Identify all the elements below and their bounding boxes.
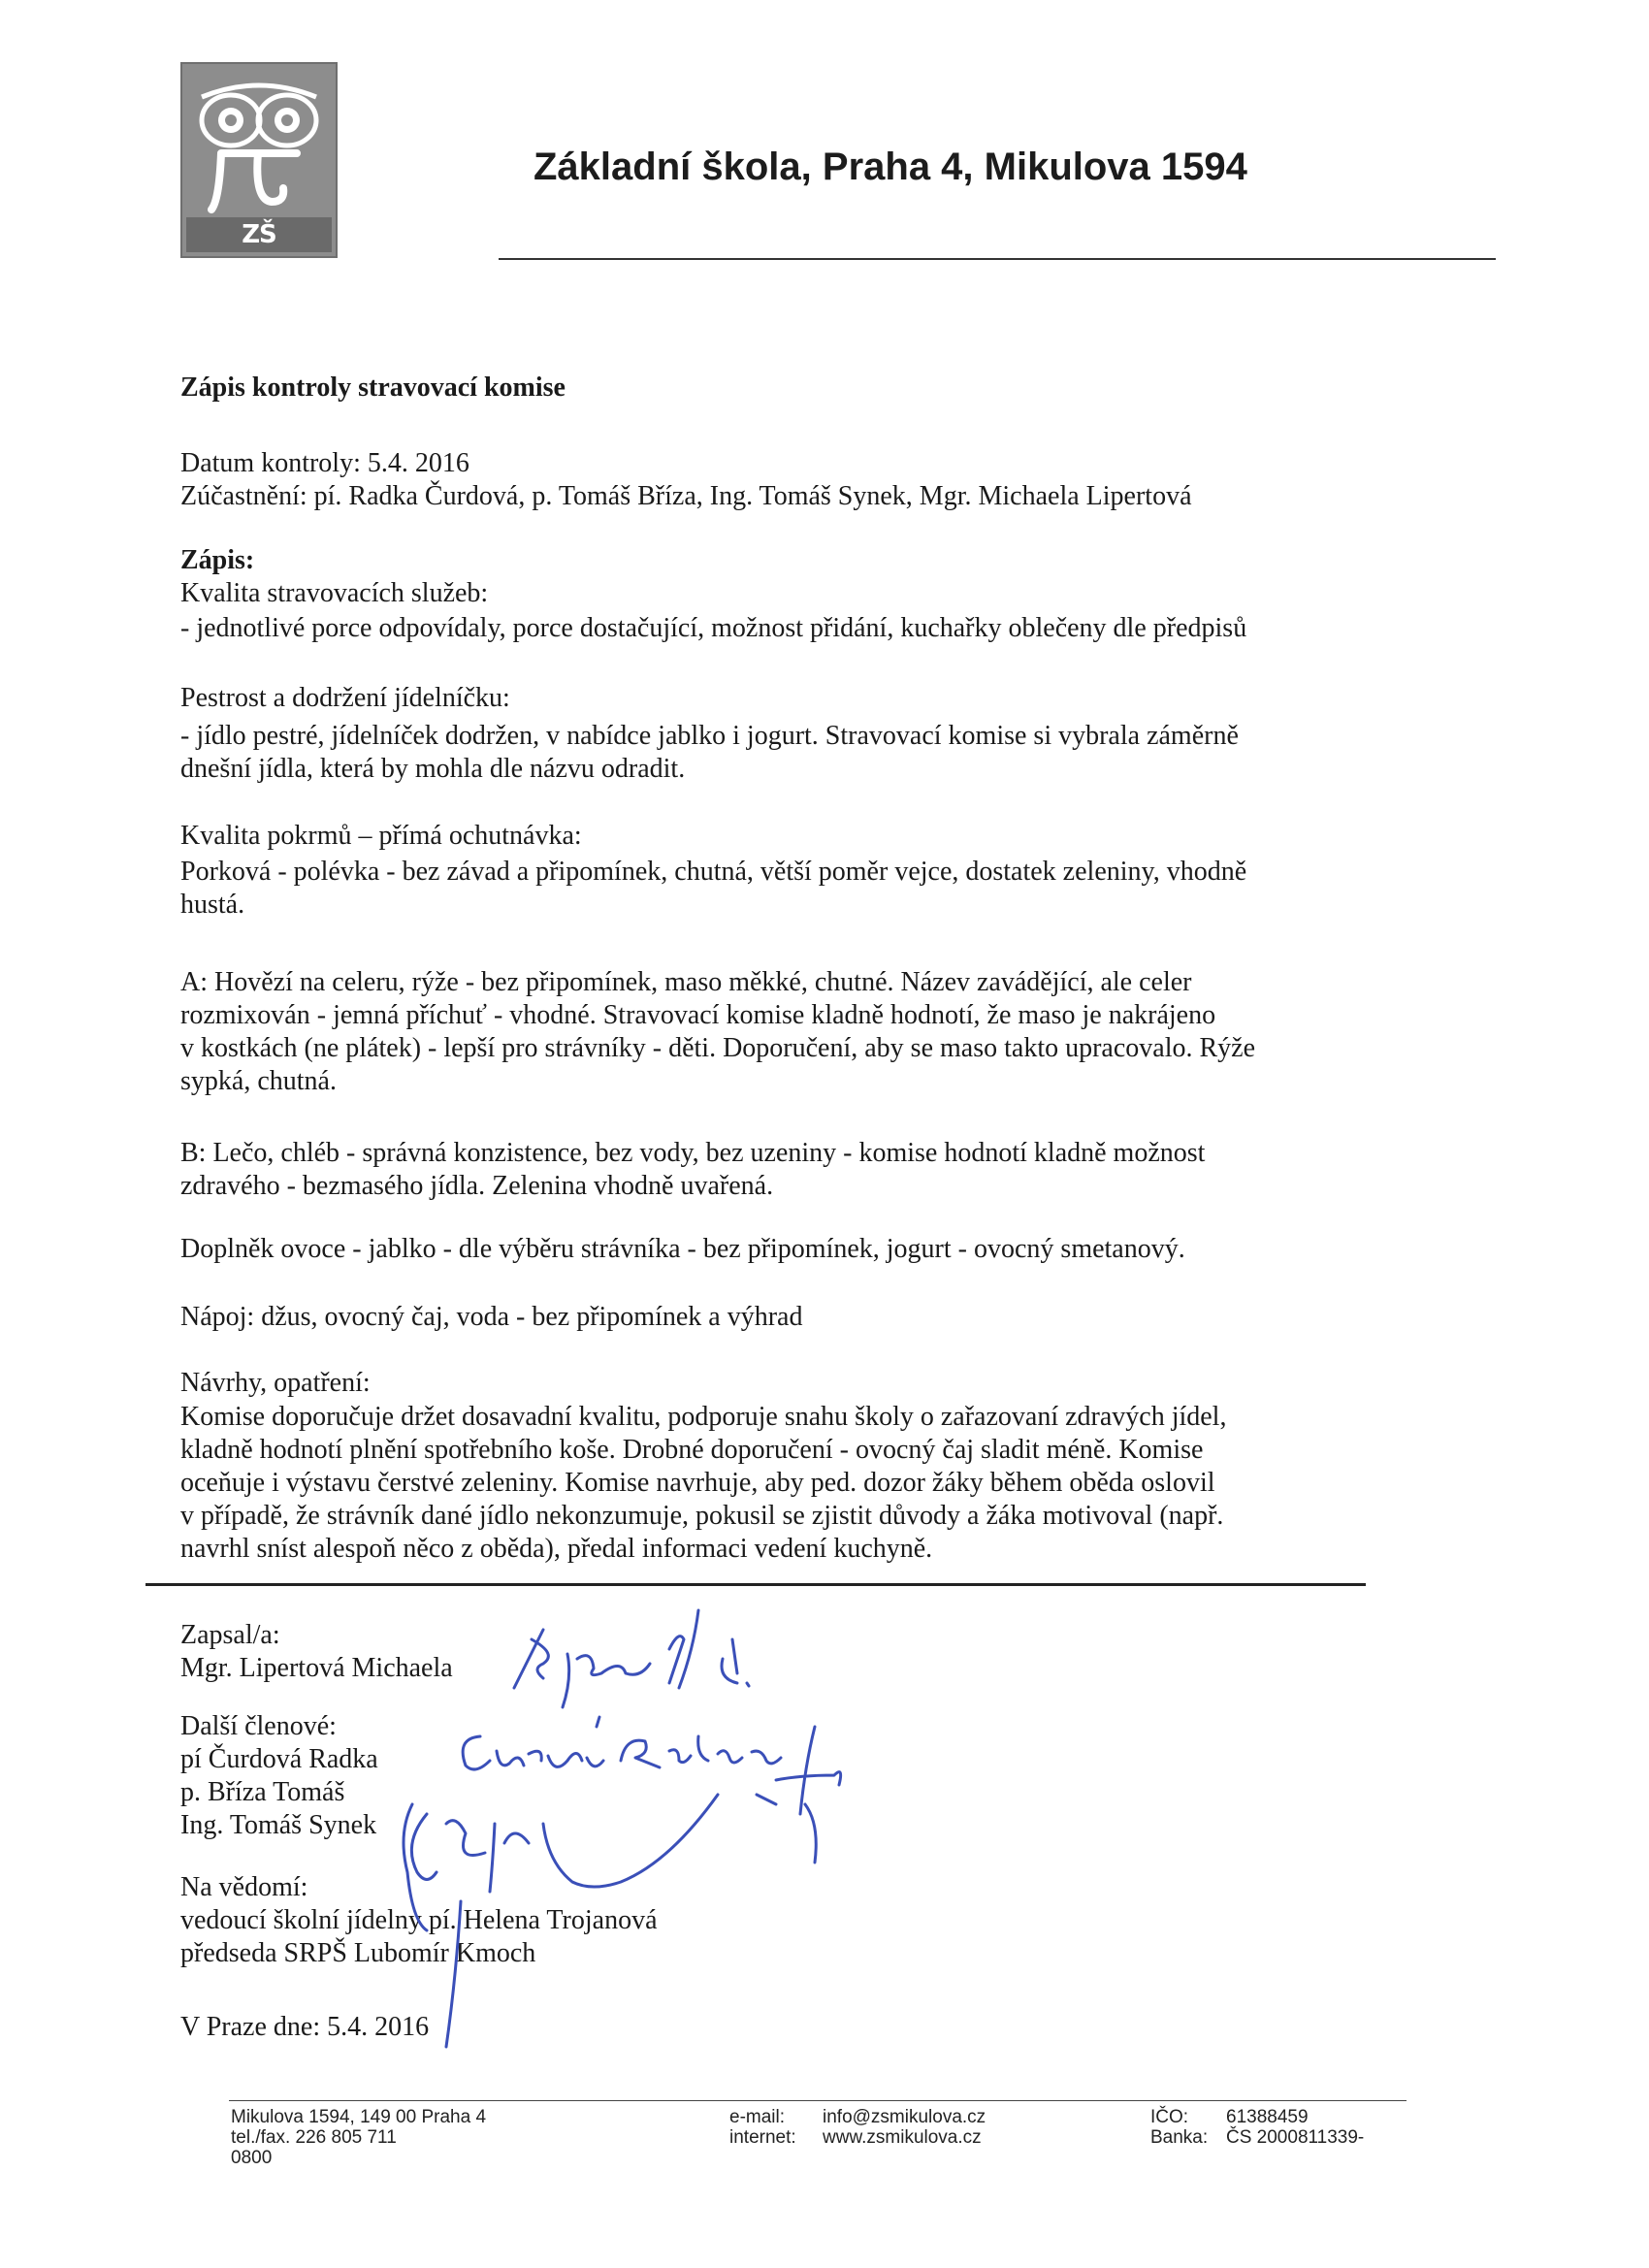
meal-b-line: zdravého - bezmasého jídla. Zelenina vhodně uvařená.	[180, 1171, 774, 1201]
date-line: Datum kontroly: 5.4. 2016	[180, 448, 469, 478]
proposals-heading: Návrhy, opatření:	[180, 1368, 371, 1398]
footer-ids-values	[1226, 2107, 1364, 2148]
soup-paragraph	[180, 856, 1364, 922]
meal-a-line: v kostkách (ne plátek) - lepší pro strávníky - děti. Doporučení, aby se maso takto upracovalo. Rýže	[180, 1033, 1256, 1063]
variety-line: dnešní jídla, která by mohla dle názvu odradit.	[180, 754, 686, 784]
proposals-paragraph	[180, 1401, 1364, 1566]
ico-label: IČO:	[1150, 2107, 1189, 2127]
owl-logo-icon	[182, 64, 336, 219]
proposals-line: oceňuje i výstavu čerstvé zeleniny. Komise navrhuje, aby ped. dozor žáky během oběda oslovil	[180, 1468, 1215, 1498]
website-link[interactable]: www.zsmikulova.cz	[823, 2127, 982, 2148]
bank-label: Banka:	[1150, 2127, 1209, 2148]
ico-value: 61388459	[1226, 2107, 1309, 2127]
zapis-heading: Zápis:	[180, 545, 255, 575]
proposals-line: v případě, že strávník dané jídlo nekonzumuje, pokusil se zjistit důvody a žáka motivoval (např.	[180, 1501, 1224, 1531]
quality-text: - jednotlivé porce odpovídaly, porce dostačující, možnost přidání, kuchařky oblečeny dle předpisů	[180, 613, 1247, 643]
footer-contact-labels	[729, 2107, 796, 2148]
internet-label: internet:	[729, 2127, 796, 2148]
noted-line: předseda SRPŠ Lubomír Kmoch	[180, 1938, 536, 1968]
member-name: pí Čurdová Radka	[180, 1744, 378, 1774]
footer-ids-labels	[1150, 2107, 1208, 2148]
member-name: p. Bříza Tomáš	[180, 1777, 345, 1807]
phone-line-cont: 0800	[231, 2148, 273, 2168]
variety-heading: Pestrost a dodržení jídelníčku:	[180, 683, 510, 713]
header-divider	[499, 258, 1496, 260]
meal-a-line: rozmixován - jemná příchuť - vhodné. Stravovací komise kladně hodnotí, že maso je nakrájeno	[180, 1000, 1216, 1030]
document-title: Zápis kontroly stravovací komise	[180, 373, 566, 403]
soup-line: Porková - polévka - bez závad a připomínek, chutná, větší poměr vejce, dostatek zeleniny, vhodně	[180, 857, 1247, 887]
variety-paragraph	[180, 720, 1364, 786]
soup-line: hustá.	[180, 890, 245, 920]
drink-line: Nápoj: džus, ovocný čaj, voda - bez připomínek a výhrad	[180, 1302, 803, 1332]
quality-heading: Kvalita stravovacích služeb:	[180, 578, 489, 608]
participants-line: Zúčastnění: pí. Radka Čurdová, p. Tomáš Bříza, Ing. Tomáš Synek, Mgr. Michaela Lipertová	[180, 481, 1192, 511]
footer-contact-values	[823, 2107, 986, 2148]
proposals-line: kladně hodnotí plnění spotřebního koše. Drobné doporučení - ovocný čaj sladit méně. Komise	[180, 1435, 1204, 1465]
members-label: Další členové:	[180, 1711, 337, 1741]
supplement-line: Doplněk ovoce - jablko - dle výběru strávníka - bez připomínek, jogurt - ovocný smetanový.	[180, 1234, 1185, 1264]
school-name: Základní škola, Praha 4, Mikulova 1594	[534, 146, 1247, 188]
member-name: Ing. Tomáš Synek	[180, 1810, 377, 1840]
meal-b-line: B: Lečo, chléb - správná konzistence, bez vody, bez uzeniny - komise hodnotí kladně možnost	[180, 1138, 1206, 1168]
meal-a-line: sypká, chutná.	[180, 1066, 337, 1096]
meal-a-paragraph	[180, 966, 1364, 1098]
noted-line: vedoucí školní jídelny pí. Helena Trojanová	[180, 1905, 658, 1935]
address-line: Mikulova 1594, 149 00 Praha 4	[231, 2107, 487, 2127]
variety-line: - jídlo pestré, jídelníček dodržen, v nabídce jablko i jogurt. Stravovací komise si vybrala záměrně	[180, 721, 1239, 751]
noted-label: Na vědomí:	[180, 1872, 308, 1902]
recorded-label: Zapsal/a:	[180, 1620, 280, 1650]
proposals-line: Komise doporučuje držet dosavadní kvalitu, podporuje snahu školy o zařazovaní zdravých jídel,	[180, 1402, 1227, 1432]
place-date: V Praze dne: 5.4. 2016	[180, 2012, 430, 2042]
email-label: e-mail:	[729, 2107, 786, 2127]
email-link[interactable]: info@zsmikulova.cz	[823, 2107, 986, 2127]
recorded-name: Mgr. Lipertová Michaela	[180, 1653, 453, 1683]
tasting-heading: Kvalita pokrmů – přímá ochutnávka:	[180, 821, 582, 851]
footer-divider	[229, 2100, 1406, 2101]
proposals-line: navrhl sníst alespoň něco z oběda), předal informaci vedení kuchyně.	[180, 1534, 933, 1564]
meal-b-paragraph	[180, 1137, 1364, 1203]
logo-text: ZŠ Mikulova	[186, 217, 332, 252]
bank-value: ČS 2000811339-	[1226, 2127, 1365, 2148]
signature-divider	[146, 1583, 1366, 1586]
footer-address	[231, 2107, 486, 2168]
phone-line: tel./fax. 226 805 711	[231, 2127, 397, 2148]
meal-a-line: A: Hovězí na celeru, rýže - bez připomínek, maso měkké, chutné. Název zavádějící, ale celer	[180, 967, 1192, 997]
school-logo	[180, 62, 338, 284]
